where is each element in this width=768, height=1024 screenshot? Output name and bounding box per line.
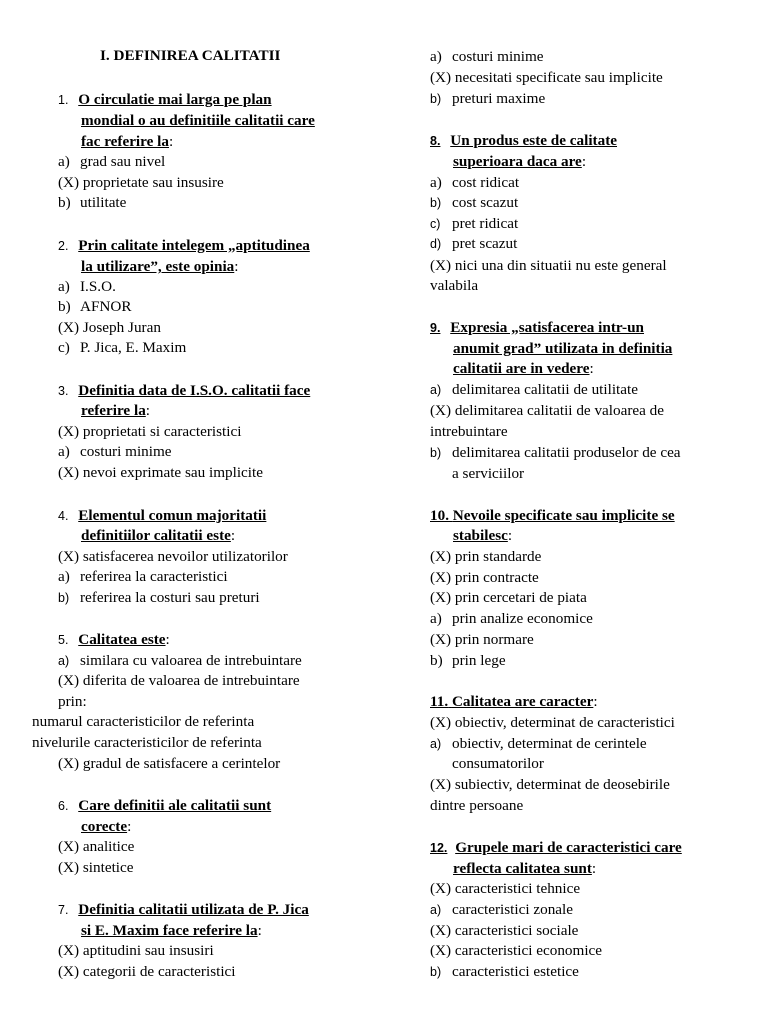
option: (X) diferita de valoarea de intrebuintare xyxy=(58,672,300,689)
option: (X) delimitarea calitatii de valoarea de xyxy=(430,402,665,419)
option: a) costuri minime xyxy=(58,443,172,460)
option: c) pret ridicat xyxy=(430,215,519,232)
question-number: 6. xyxy=(58,799,69,813)
option-continuation: a serviciilor xyxy=(452,465,525,482)
question-number: 8. xyxy=(430,134,441,148)
option: (X) prin standarde xyxy=(430,548,542,565)
question-number: 4. xyxy=(58,509,69,523)
question-2 xyxy=(58,237,310,255)
question-text-line: calitatii are in vedere: xyxy=(453,360,594,377)
question-text-line: reflecta calitatea sunt: xyxy=(453,860,597,877)
option: (X) Joseph Juran xyxy=(58,319,161,336)
question-3 xyxy=(58,382,310,400)
question-5: 5. Calitatea este: xyxy=(58,631,170,648)
option: a) costuri minime xyxy=(430,48,544,65)
option: a) similara cu valoarea de intrebuintare xyxy=(58,652,302,669)
option: (X) nevoi exprimate sau implicite xyxy=(58,464,263,481)
question-11: 11. Calitatea are caracter: xyxy=(430,693,598,710)
question-number: 9. xyxy=(430,321,441,335)
option: (X) obiectiv, determinat de caracteristici xyxy=(430,714,675,731)
option: b) AFNOR xyxy=(58,298,132,315)
option-continuation: consumatorilor xyxy=(452,755,544,772)
option: b) preturi maxime xyxy=(430,90,546,107)
option: a) delimitarea calitatii de utilitate xyxy=(430,381,638,398)
option: (X) gradul de satisfacere a cerintelor xyxy=(58,755,281,772)
question-number: 11. xyxy=(430,693,449,710)
option: (X) sintetice xyxy=(58,859,134,876)
question-text: Calitatea are caracter xyxy=(451,693,594,710)
question-text-line: la utilizare”, este opinia: xyxy=(81,258,239,275)
option-continuation: dintre persoane xyxy=(430,797,524,814)
option-continuation: valabila xyxy=(430,277,479,294)
question-number: 5. xyxy=(58,633,69,647)
question-text-line: definitiilor calitatii este: xyxy=(81,527,236,544)
question-4 xyxy=(58,507,266,525)
question-number: 12. xyxy=(430,841,448,855)
question-number: 10. xyxy=(430,507,449,524)
question-text: O circulatie mai larga pe plan xyxy=(78,91,272,108)
question-text: Un produs este de calitate xyxy=(450,132,618,149)
option: c) P. Jica, E. Maxim xyxy=(58,339,187,356)
question-text: Prin calitate intelegem „aptitudinea xyxy=(78,237,310,254)
question-text-line: superioara daca are: xyxy=(453,153,587,170)
question-text: Grupele mari de caracteristici care xyxy=(455,839,682,856)
option: (X) categorii de caracteristici xyxy=(58,963,236,980)
sub-item: numarul caracteristicilor de referinta xyxy=(32,713,255,730)
option: a) cost ridicat xyxy=(430,174,520,191)
option: a) caracteristici zonale xyxy=(430,901,573,918)
option: (X) caracteristici tehnice xyxy=(430,880,581,897)
question-text: Nevoile specificate sau implicite se xyxy=(452,507,675,524)
question-text-line: si E. Maxim face referire la: xyxy=(81,922,262,939)
option: (X) prin normare xyxy=(430,631,534,648)
question-text: Definitia data de I.S.O. calitatii face xyxy=(78,382,311,399)
option: a) prin analize economice xyxy=(430,610,593,627)
question-10 xyxy=(430,507,675,525)
question-number: 3. xyxy=(58,384,69,398)
option: b) caracteristici estetice xyxy=(430,963,579,980)
question-12 xyxy=(430,839,682,857)
option: a) grad sau nivel xyxy=(58,153,166,170)
option: (X) satisfacerea nevoilor utilizatorilor xyxy=(58,548,288,565)
option-continuation: prin: xyxy=(58,693,87,710)
option: (X) prin cercetari de piata xyxy=(430,589,587,606)
question-9 xyxy=(430,319,644,337)
option: a) obiectiv, determinat de cerintele xyxy=(430,735,647,752)
question-6 xyxy=(58,797,271,815)
question-number: 7. xyxy=(58,903,69,917)
section-title: I. DEFINIREA CALITATII xyxy=(100,47,281,64)
question-7 xyxy=(58,901,309,919)
option: b) delimitarea calitatii produselor de cea xyxy=(430,444,681,461)
question-text: Expresia „satisfacerea intr-un xyxy=(450,319,645,336)
option: (X) analitice xyxy=(58,838,135,855)
question-8 xyxy=(430,132,617,150)
question-text-line: corecte: xyxy=(81,818,132,835)
option: d) pret scazut xyxy=(430,235,518,252)
option: b) referirea la costuri sau preturi xyxy=(58,589,260,606)
option: (X) proprietate sau insusire xyxy=(58,174,224,191)
option: (X) caracteristici sociale xyxy=(430,922,579,939)
question-text-line: anumit grad” utilizata in definitia xyxy=(453,340,673,357)
option: (X) subiectiv, determinat de deosebirile xyxy=(430,776,670,793)
question-number: 1. xyxy=(58,93,69,107)
option: a) referirea la caracteristici xyxy=(58,568,228,585)
question-text-line: referire la: xyxy=(81,402,151,419)
question-text: Care definitii ale calitatii sunt xyxy=(78,797,272,814)
option: a) I.S.O. xyxy=(58,278,116,295)
option: (X) necesitati specificate sau implicite xyxy=(430,69,663,86)
question-text-line: stabilesc: xyxy=(453,527,513,544)
question-text: Definitia calitatii utilizata de P. Jica xyxy=(78,901,309,918)
question-number: 2. xyxy=(58,239,69,253)
option: (X) prin contracte xyxy=(430,569,539,586)
question-text: Elementul comun majoritatii xyxy=(78,507,267,524)
option: (X) aptitudini sau insusiri xyxy=(58,942,214,959)
option-continuation: intrebuintare xyxy=(430,423,508,440)
option: (X) nici una din situatii nu este general xyxy=(430,257,667,274)
question-text-line: fac referire la: xyxy=(81,133,174,150)
sub-item: nivelurile caracteristicilor de referinta xyxy=(32,734,262,751)
option: b) cost scazut xyxy=(430,194,519,211)
option: b) utilitate xyxy=(58,194,127,211)
option: b) prin lege xyxy=(430,652,506,669)
question-text-line: mondial o au definitiile calitatii care xyxy=(81,112,315,129)
question-1 xyxy=(58,91,272,109)
option: (X) proprietati si caracteristici xyxy=(58,423,242,440)
option: (X) caracteristici economice xyxy=(430,942,603,959)
question-text: Calitatea este xyxy=(78,631,166,648)
